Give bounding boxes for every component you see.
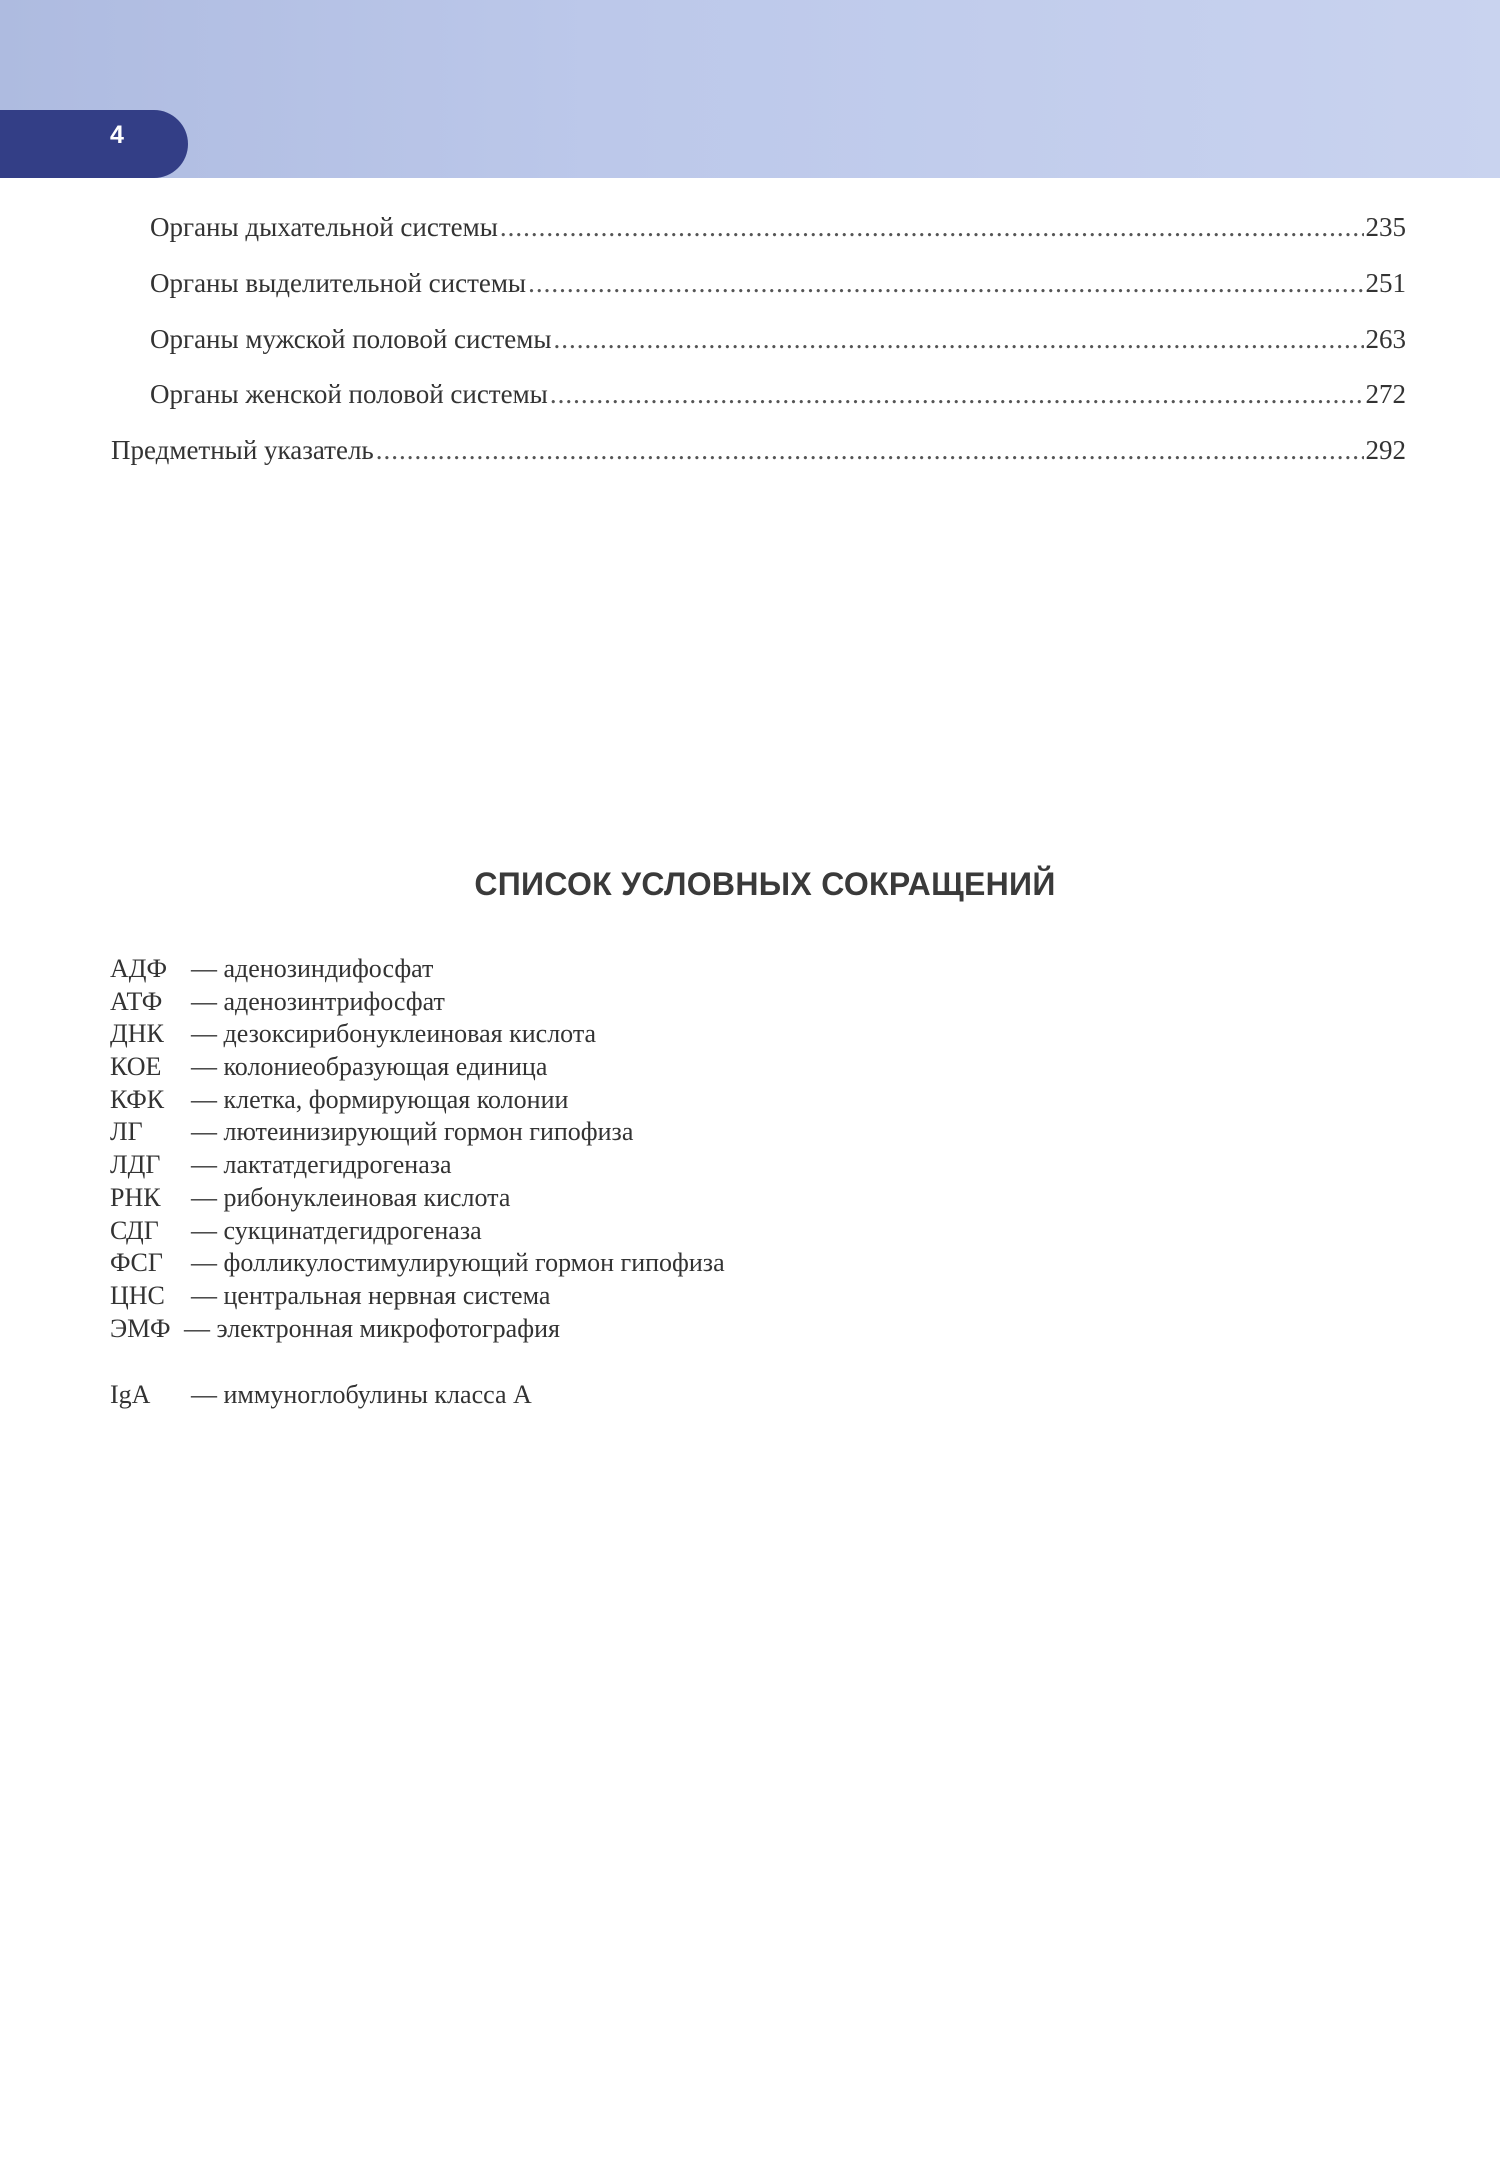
abbreviation-definition: — колониеобразующая единица	[191, 1052, 548, 1082]
abbreviation-definition: — лютеинизирующий гормон гипофиза	[191, 1117, 634, 1147]
abbreviation-code: КОЕ	[110, 1052, 162, 1082]
abbreviation-code: ЛДГ	[110, 1150, 161, 1180]
abbreviation-code: ЛГ	[110, 1117, 143, 1147]
toc-entry-page: 272	[1365, 379, 1406, 409]
toc-leader-dots	[550, 377, 1364, 411]
toc-entry-label: Предметный указатель	[111, 435, 374, 465]
page-number-tab	[0, 110, 188, 178]
abbreviation-definition: — иммуноглобулины класса А	[191, 1380, 532, 1410]
toc-entry-page: 263	[1365, 324, 1406, 354]
abbreviation-code: ЭМФ	[110, 1313, 171, 1343]
abbreviation-code: ЦНС	[110, 1280, 165, 1310]
abbreviation-code: АТФ	[110, 986, 163, 1016]
toc-entry[interactable]	[111, 433, 1406, 467]
toc-entry[interactable]	[150, 266, 1406, 300]
toc-entry-label: Органы выделительной системы	[150, 268, 527, 298]
abbreviation-code: ФСГ	[110, 1248, 163, 1278]
abbreviation-definition: — сукцинатдегидрогеназа	[191, 1215, 482, 1245]
abbreviation-definition: — аденозинтрифосфат	[191, 986, 445, 1016]
page-number: 4	[110, 121, 124, 149]
abbreviation-code: АДФ	[110, 954, 168, 983]
abbreviation-code: ДНК	[110, 1019, 164, 1049]
toc-leader-dots	[500, 210, 1364, 244]
abbreviation-definition: — рибонуклеиновая кислота	[191, 1182, 511, 1212]
abbreviation-code: СДГ	[110, 1215, 159, 1245]
abbreviation-code: КФК	[110, 1084, 165, 1114]
toc-entry[interactable]	[150, 210, 1406, 244]
toc-entry[interactable]	[150, 322, 1406, 356]
toc-leader-dots	[553, 322, 1363, 356]
toc-entry-page: 235	[1365, 212, 1406, 242]
abbreviation-definition: — электронная микрофотография	[184, 1313, 560, 1343]
toc-entry[interactable]	[150, 377, 1406, 411]
abbreviation-definition: — аденозиндифосфат	[191, 954, 434, 983]
toc-entry-page: 292	[1365, 435, 1406, 465]
toc-entry-page: 251	[1365, 268, 1406, 298]
toc-entry-label: Органы женской половой системы	[150, 379, 548, 409]
abbreviations-title: СПИСОК УСЛОВНЫХ СОКРАЩЕНИЙ	[474, 866, 1056, 902]
header-band	[0, 0, 1500, 178]
toc-entry-label: Органы мужской половой системы	[150, 324, 552, 354]
abbreviation-definition: — клетка, формирующая колонии	[191, 1084, 569, 1114]
abbreviation-code: РНК	[110, 1182, 161, 1212]
abbreviation-definition: — фолликулостимулирующий гормон гипофиза	[191, 1248, 725, 1278]
abbreviation-definition: — лактатдегидрогеназа	[191, 1150, 452, 1180]
abbreviation-definition: — центральная нервная система	[191, 1280, 551, 1310]
toc-leader-dots	[528, 266, 1363, 300]
toc-entry-label: Органы дыхательной системы	[150, 212, 498, 242]
abbreviation-code: IgA	[110, 1380, 151, 1410]
abbreviation-definition: — дезоксирибонуклеиновая кислота	[191, 1019, 597, 1049]
toc-leader-dots	[376, 433, 1364, 467]
